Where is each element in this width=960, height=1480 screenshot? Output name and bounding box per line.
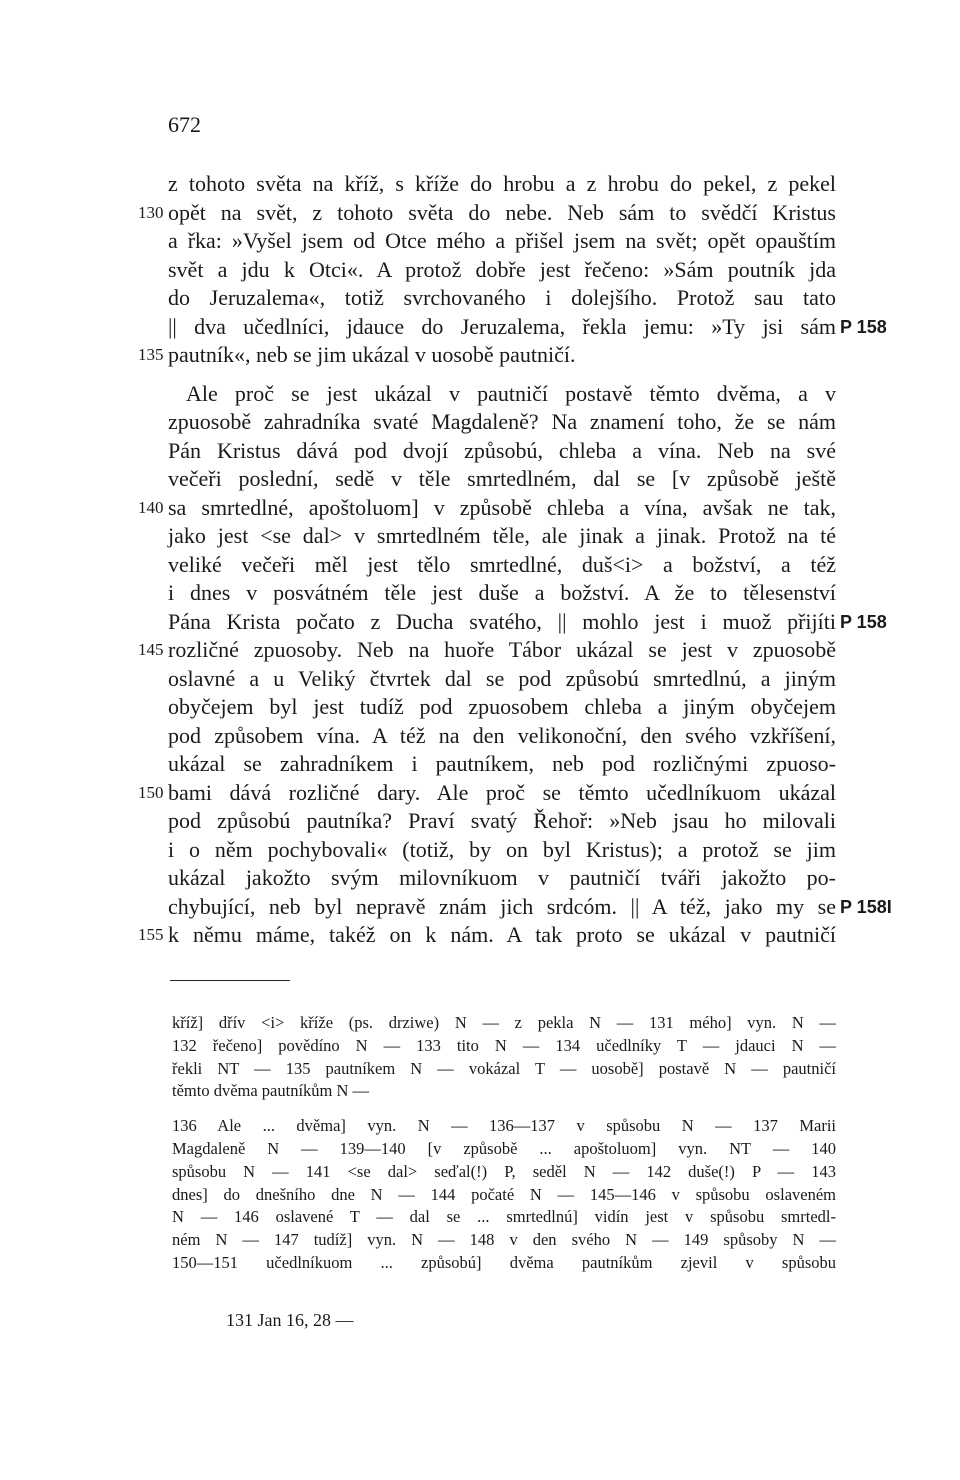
text-line [168,313,887,342]
line-text: z tohoto světa na kříž, s kříže do hrobu a z hrobu do pekel, z pekel [168,171,836,196]
line-text: i dnes v posvátném těle jest duše a božství. A že to tělesenství [168,580,836,605]
text-line [168,408,836,437]
note-line: spůsobu N — 141 <se dal> seďal(!) P, seděl N — 142 duše(!) P — 143 [172,1161,836,1181]
text-line [168,608,887,637]
line-text: večeři poslední, sedě v těle smrtedlném, dal se [v způsobě ještě [168,466,836,491]
note-line: Magdaleně N — 139—140 [v způsobě ... apoštoluom] vyn. NT — 140 [172,1138,836,1158]
line-text: ukázal jakožto svým milovníkuom v pautničí tváři jakožto po- [168,865,836,890]
line-text: pautník«, neb se jim ukázal v uosobě pautničí. [168,342,576,367]
line-number: 150 [138,782,164,802]
text-line [138,199,836,228]
line-text: opět na svět, z tohoto světa do nebe. Neb sám to svědčí Kristus [168,199,836,225]
margin-reference: P 158 [840,316,887,337]
text-line [168,170,836,199]
line-number: 140 [138,497,164,517]
text-line [168,864,836,893]
text-line [138,636,836,665]
line-text: Ale proč se jest ukázal v pautničí postavě těmto dvěma, a v [186,380,836,406]
text-line [168,380,836,409]
line-text: chybující, neb byl nepravě znám jich srdcóm. || A též, jako my se [168,893,836,919]
line-text: do Jeruzalema«, totiž svrchovaného i dolejšího. Protož sau tato [168,285,836,310]
text-line [138,921,836,950]
line-text: oslavné a u Veliký čtvrtek dal se pod způsobú smrtedlnú, a jiným [168,665,836,691]
line-text: sa smrtedlné, apoštoluom] v způsobě chleba a vína, avšak ne tak, [168,494,836,520]
line-text: pod způsobem vína. A též na den velikonoční, den svého vzkříšení, [168,722,836,748]
text-line [168,227,836,256]
text-line [168,256,836,285]
note-line: ném N — 147 tudíž] vyn. N — 148 v den svého N — 149 spůsoby N — [172,1230,836,1250]
text-line [138,779,836,808]
line-text: pod způsobú pautníka? Praví svatý Řehoř: »Neb jsau ho milovali [168,808,836,833]
text-line [168,750,836,779]
line-text: veliké večeři měl jest tělo smrtedlné, duš<i> a božství, a též [168,551,836,577]
text-line [168,807,836,836]
line-text: k němu máme, takéž on k nám. A tak proto se ukázal v pautničí [168,922,836,947]
line-number: 155 [138,925,164,944]
main-text [138,170,892,950]
text-line [168,579,836,608]
apparatus-notes [172,1012,836,1287]
note-line: 136 Ale ... dvěma] vyn. N — 136—137 v spůsobu N — 137 Marii [172,1116,836,1136]
note-block [172,1115,836,1275]
line-text: ukázal se zahradníkem i pautníkem, neb pod rozličnými zpuoso- [168,751,836,776]
page-number: 672 [168,112,201,137]
note-block [172,1012,836,1103]
note-line: dnes] do dnešního dne N — 144 počaté N — 145—146 v spůsobu oslaveném [172,1184,836,1204]
line-text: bami dává rozličné dary. Ale proč se těmto učedlníkuom ukázal [168,779,836,805]
margin-reference: P 158I [840,896,892,917]
line-text: a řka: »Vyšel jsem od Otce mého a přišel jsem na svět; opět opauštím [168,228,836,253]
margin-reference: P 158 [840,611,887,632]
text-line [168,522,836,551]
footnote-rule [170,980,290,981]
line-text: zpuosobě zahradníka svaté Magdaleně? Na znamení toho, že se nám [168,409,836,434]
note-line: řekli NT — 135 pautníkem N — vokázal T — uosobě] postavě N — pautničí [172,1058,836,1078]
note-line: 150—151 učedlníkuom ... způsobú] dvěma pautníkům zjevil v spůsobu [172,1252,836,1272]
line-text: svět a jdu k Otci«. A protož dobře jest řečeno: »Sám poutník jda [168,256,836,282]
line-text: rozličné zpuosoby. Neb na huoře Tábor ukázal se jest v zpuosobě [168,637,836,662]
line-text: Pána Krista počato z Ducha svatého, || mohlo jest i muož přijíti [168,608,836,634]
text-line [168,437,836,466]
text-line [138,494,836,523]
line-number: 135 [138,345,164,364]
text-line [168,693,836,722]
line-number: 145 [138,640,164,659]
bottom-reference: 131 Jan 16, 28 — [226,1310,354,1330]
line-text: i o něm pochybovali« (totiž, by on byl Kristus); a protož se jim [168,836,836,862]
text-line [168,665,836,694]
text-line [138,341,836,370]
text-line [168,465,836,494]
line-text: obyčejem byl jest tudíž pod zpuosobem chleba a jiným obyčejem [168,694,836,719]
line-number: 130 [138,202,164,222]
note-line: N — 146 oslavené T — dal se ... smrtedlnú] vidín jest v spůsobu smrtedl- [172,1207,836,1227]
text-line [168,893,892,922]
note-line: těmto dvěma pautníkům N — [172,1081,370,1101]
line-text: || dva učedlníci, jdauce do Jeruzalema, řekla jemu: »Ty jsi sám [168,313,836,339]
line-text: jako jest <se dal> v smrtedlném těle, ale jinak a jinak. Protož na té [168,523,836,548]
note-line: 132 řečeno] povědíno N — 133 tito N — 134 učedlníky T — jdauci N — [172,1035,836,1055]
text-line [168,836,836,865]
line-text: Pán Kristus dává pod dvojí způsobú, chleba a vína. Neb na své [168,437,836,463]
text-line [168,722,836,751]
text-line [168,551,836,580]
note-line: kříž] dřív <i> kříže (ps. drziwe) N — z pekla N — 131 mého] vyn. N — [172,1013,836,1032]
text-line [168,284,836,313]
